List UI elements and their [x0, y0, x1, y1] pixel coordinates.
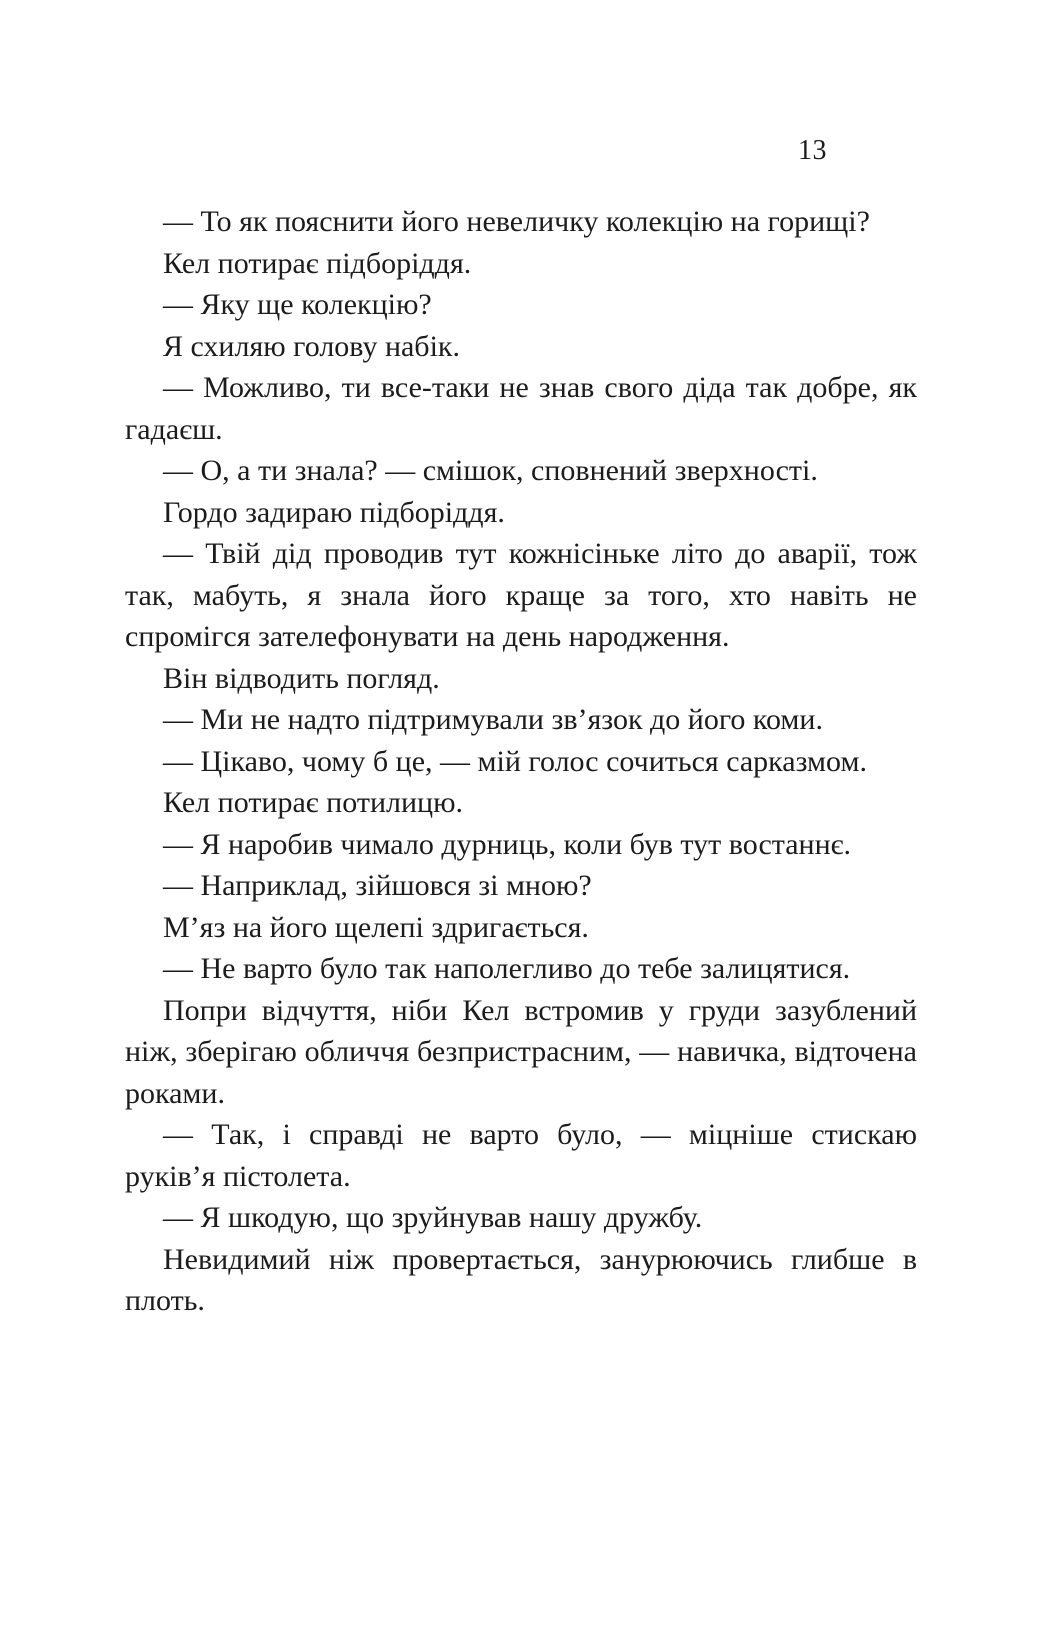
paragraph: Кел потирає потилицю.	[163, 786, 463, 819]
paragraph: — Я наробив чимало дурниць, коли був тут востаннє.	[163, 827, 852, 861]
paragraph: Я схиляю голову набік.	[163, 329, 460, 363]
paragraph: — Можливо, ти все-таки не знав свого діда так добре, як гадаєш.	[125, 371, 917, 446]
paragraph: — Яку ще колекцію?	[163, 288, 432, 321]
page-number: 13	[798, 135, 827, 166]
paragraph: Він відводить погляд.	[163, 661, 440, 695]
paragraph: — Я шкодую, що зруйнував нашу дружбу.	[163, 1201, 703, 1234]
paragraph: Гордо задираю підборіддя.	[163, 495, 505, 529]
paragraph: — Твій дід проводив тут кожнісіньке літо до аварії, тож так, мабуть, я знала його краще за того, хто навіть не спромігся зателефонувати на день народження.	[125, 537, 917, 653]
paragraph: — Наприклад, зійшовся зі мною?	[163, 869, 592, 902]
paragraph: — Цікаво, чому б це, — мій голос сочиться сарказмом.	[163, 744, 867, 778]
paragraph: — Не варто було так наполегливо до тебе залицятися.	[163, 952, 851, 985]
paragraph: Невидимий ніж провертається, занурюючись глибше в плоть.	[125, 1242, 917, 1317]
paragraph: — То як пояснити його невеличку колекцію на горищі?	[163, 205, 870, 238]
paragraph: — О, а ти знала? — смішок, сповнений зверхності.	[163, 454, 818, 487]
paragraph: — Ми не надто підтримували зв’язок до його коми.	[163, 703, 823, 736]
paragraph: — Так, і справді не варто було, — міцніше стискаю руків’я пістолета.	[125, 1118, 917, 1193]
paragraph: М’яз на його щелепі здригається.	[163, 910, 589, 944]
paragraph: Попри відчуття, ніби Кел встромив у груди зазублений ніж, зберігаю обличчя безпристрасним, — навичка, відточена роками.	[125, 993, 917, 1110]
paragraph: Кел потирає підборіддя.	[163, 246, 472, 280]
page-text	[125, 201, 917, 1322]
